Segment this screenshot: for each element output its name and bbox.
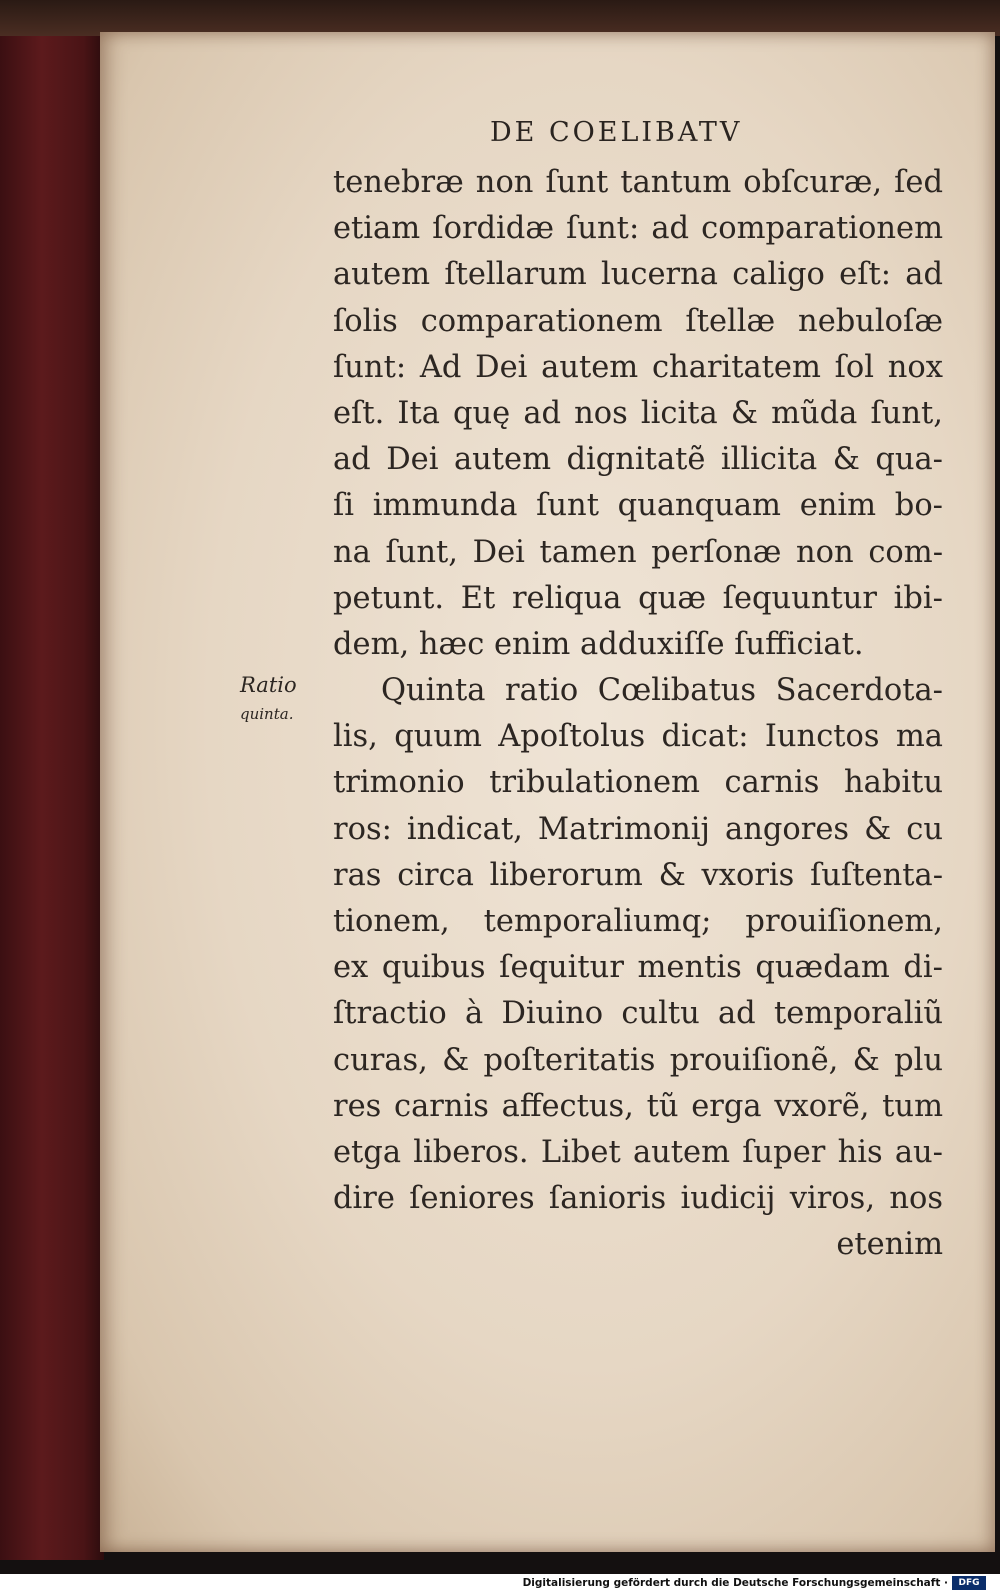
text-line: ſtractio à Diuino cultu ad temporaliũ (333, 996, 943, 1032)
dfg-logo: DFG (952, 1576, 986, 1590)
running-title: DE COELIBATV (490, 117, 743, 148)
text-line: na ſunt, Dei tamen perſonæ non com- (333, 534, 943, 570)
text-line: ras circa liberorum & vxoris ſuſtenta- (333, 857, 943, 893)
text-line: dem, hæc enim adduxiſſe ſufficiat. (333, 626, 864, 662)
text-line: tenebræ non ſunt tantum obſcuræ, ſed (333, 165, 943, 200)
text-line: Quinta ratio Cœlibatus Sacerdota- (381, 673, 943, 709)
text-line: etiam ſordidæ ſunt: ad comparationem (333, 211, 943, 247)
body-text (333, 160, 943, 1269)
text-line: ſunt: Ad Dei autem charitatem ſol nox (333, 349, 943, 385)
text-line: ros: indicat, Matrimonij angores & cu (333, 811, 943, 847)
text-line: curas, & poſteritatis prouiſionẽ, & plu (333, 1042, 943, 1078)
text-line: etga liberos. Libet autem ſuper his au- (333, 1134, 943, 1170)
text-line: tionem, temporaliumq; prouiſionem, (333, 904, 943, 939)
footer-credit: Digitalisierung gefördert durch die Deutsche Forschungsgemeinschaft · (522, 1577, 948, 1589)
marginal-note-line-2: quinta. (240, 705, 294, 723)
marginal-note-line-1: Ratio (240, 673, 297, 697)
text-line: petunt. Et reliqua quæ ſequuntur ibi- (333, 580, 943, 616)
page-top-edge (0, 0, 1000, 36)
text-line: eſt. Ita quę ad nos licita & mũda ſunt, (333, 395, 943, 431)
text-line: res carnis affectus, tũ erga vxorẽ, tum (333, 1088, 943, 1124)
text-line: ſi immunda ſunt quanquam enim bo- (333, 488, 943, 524)
text-line: ex quibus ſequitur mentis quædam di- (333, 950, 943, 986)
text-line: trimonio tribulationem carnis habitu (333, 765, 943, 801)
text-line: lis, quum Apoſtolus dicat: Iunctos ma (333, 719, 943, 755)
text-line: ad Dei autem dignitatẽ illicita & qua- (333, 442, 943, 478)
text-line: ſolis comparationem ſtellæ nebuloſæ (333, 303, 943, 339)
text-line: dire ſeniores ſanioris iudicij viros, nos (333, 1181, 943, 1217)
book-binding (0, 0, 104, 1560)
marginal-note (240, 668, 335, 726)
text-line: autem ſtellarum lucerna caligo eſt: ad (333, 257, 943, 293)
catchword: etenim (836, 1227, 943, 1263)
